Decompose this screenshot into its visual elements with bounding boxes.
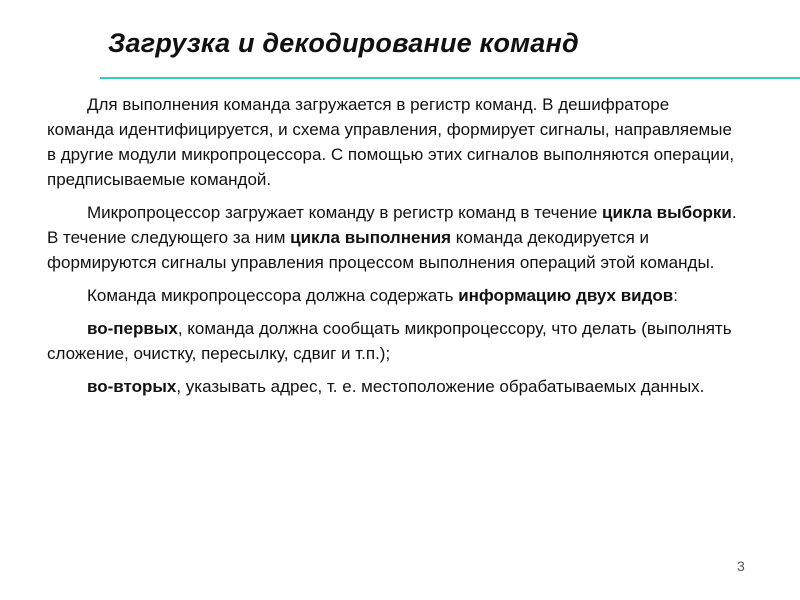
slide-body <box>47 92 737 407</box>
term-first: во-первых <box>87 319 178 338</box>
paragraph-text: . В течение следующего за ним <box>47 203 737 247</box>
paragraph-2 <box>47 200 737 275</box>
paragraph-text: команда декодируется и формируются сигналы управления процессом выполнения операций этой команды. <box>47 228 715 272</box>
term-fetch-cycle: цикла выборки <box>602 203 732 222</box>
paragraph-text: , указывать адрес, т. е. местоположение обрабатываемых данных. <box>176 377 705 396</box>
paragraph-5 <box>47 374 737 399</box>
term-two-kinds: информацию двух видов <box>458 286 674 305</box>
paragraph-1 <box>47 92 737 192</box>
paragraph-4 <box>47 316 737 366</box>
term-execute-cycle: цикла выполнения <box>290 228 452 247</box>
paragraph-text: , команда должна сообщать микропроцессору, что делать (выполнять сложение, очистку, пересылку, сдвиг и т.п.); <box>47 319 732 363</box>
term-second: во-вторых <box>87 377 177 396</box>
title-underline <box>100 77 800 79</box>
paragraph-text: Микропроцессор загружает команду в регистр команд в течение <box>87 203 603 222</box>
paragraph-text: Команда микропроцессора должна содержать <box>87 286 459 305</box>
slide-title: Загрузка и декодирование команд <box>108 28 579 58</box>
paragraph-3 <box>47 283 737 308</box>
paragraph-text: Для выполнения команда загружается в регистр команд. В дешифраторе команда идентифицируется, и схема управления, формирует сигналы, направляемые в другие модули микропроцессора. С помощью этих сигналов выполняются операции, предписываемые командой. <box>47 95 735 189</box>
page-number: 3 <box>737 558 745 574</box>
paragraph-text: : <box>673 286 678 305</box>
